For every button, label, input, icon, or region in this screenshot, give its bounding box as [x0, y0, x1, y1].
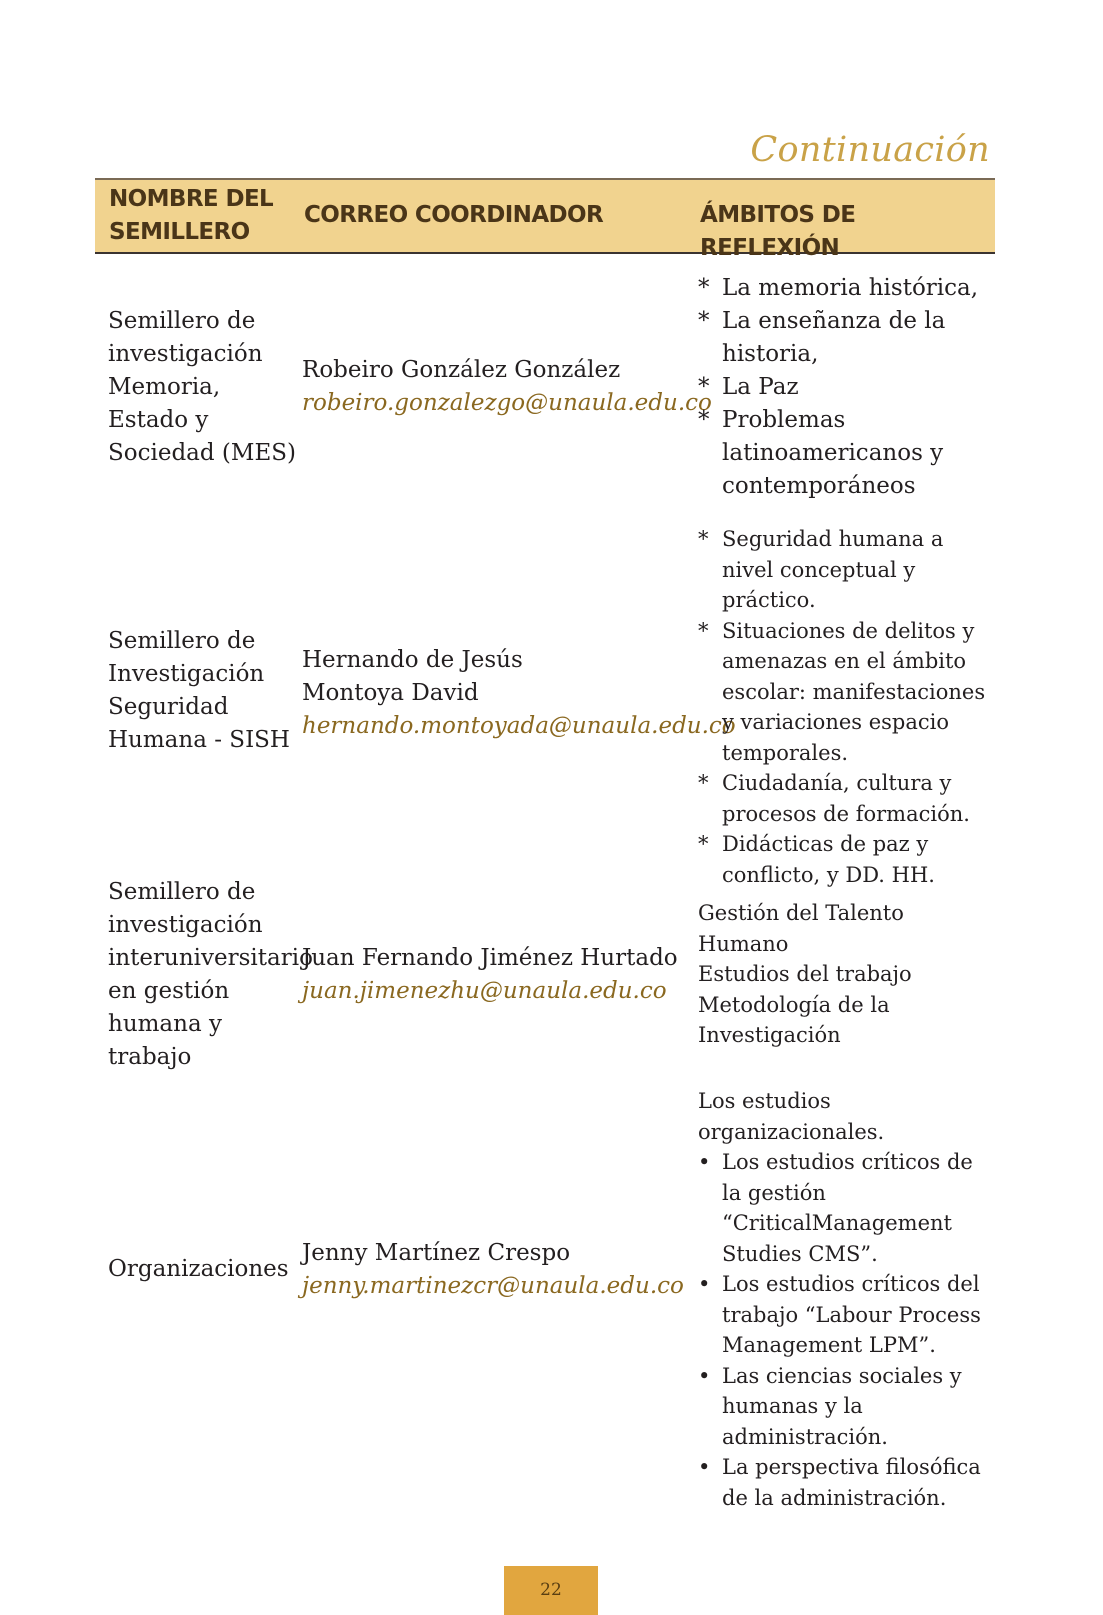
row4-name: Organizaciones: [108, 1256, 289, 1282]
row2-ambitos: [698, 524, 993, 890]
row1-email[interactable]: robeiro.gonzalezgo@unaula.edu.co: [302, 390, 712, 416]
list-item: • Los estudios críticos del trabajo “Labour Process Management LPM”.: [698, 1269, 993, 1361]
list-item: • Las ciencias sociales y humanas y la administración.: [698, 1361, 993, 1453]
header-ambitos: ÁMBITOS DE REFLEXIÓN: [700, 202, 856, 261]
row1-ambitos: [698, 272, 993, 503]
list-item: * Situaciones de delitos y amenazas en el ámbito escolar: manifestaciones y variaciones espacio temporales.: [698, 616, 993, 769]
page-number: 22: [504, 1566, 598, 1615]
header-nombre: NOMBRE DEL SEMILLERO: [109, 186, 274, 245]
list-item: * La memoria histórica,: [698, 272, 993, 305]
list-item: * La Paz: [698, 371, 993, 404]
row3-coordinator: [302, 942, 687, 1008]
row4-ambitos-intro: Los estudios organizacionales.: [698, 1089, 885, 1144]
continuation-label: Continuación: [750, 130, 990, 170]
row2-email[interactable]: hernando.montoyada@unaula.edu.co: [302, 713, 736, 739]
row2-name: Semillero de Investigación Seguridad Humana - SISH: [108, 628, 290, 753]
list-item: • La perspectiva filosófica de la administración.: [698, 1452, 993, 1513]
row1-coordinator: [302, 354, 712, 420]
row3-ambitos: [698, 898, 993, 1051]
row4-coordinator-name: Jenny Martínez Crespo: [302, 1240, 571, 1266]
list-item: * Problemas latinoamericanos y contemporáneos: [698, 404, 993, 503]
row4-email[interactable]: jenny.martinezcr@unaula.edu.co: [302, 1273, 684, 1299]
row2-coordinator-name: Hernando de Jesús Montoya David: [302, 647, 523, 706]
list-item: * Seguridad humana a nivel conceptual y práctico.: [698, 524, 993, 616]
row1-name: Semillero de investigación Memoria, Estado y Sociedad (MES): [108, 308, 296, 466]
list-item: * Didácticas de paz y conflicto, y DD. HH.: [698, 829, 993, 890]
row3-ambito-2: Estudios del trabajo: [698, 962, 912, 986]
list-item: • Los estudios críticos de la gestión “CriticalManagement Studies CMS”.: [698, 1147, 993, 1269]
row1-coordinator-name: Robeiro González González: [302, 357, 621, 383]
row3-email[interactable]: juan.jimenezhu@unaula.edu.co: [302, 978, 667, 1004]
list-item: * Ciudadanía, cultura y procesos de formación.: [698, 768, 993, 829]
list-item: * La enseñanza de la historia,: [698, 305, 993, 371]
row3-coordinator-name: Juan Fernando Jiménez Hurtado: [302, 945, 678, 971]
row4-coordinator: [302, 1237, 687, 1303]
row4-ambitos: [698, 1086, 993, 1513]
row3-ambito-3: Metodología de la Investigación: [698, 992, 890, 1047]
table-header: [95, 178, 995, 261]
row2-coordinator: [302, 644, 736, 743]
header-correo: CORREO COORDINADOR: [304, 202, 604, 228]
row3-ambito-1: Gestión del Talento Humano: [698, 901, 904, 956]
row3-name: Semillero de investigación interuniversitario en gestión humana y trabajo: [108, 879, 313, 1070]
